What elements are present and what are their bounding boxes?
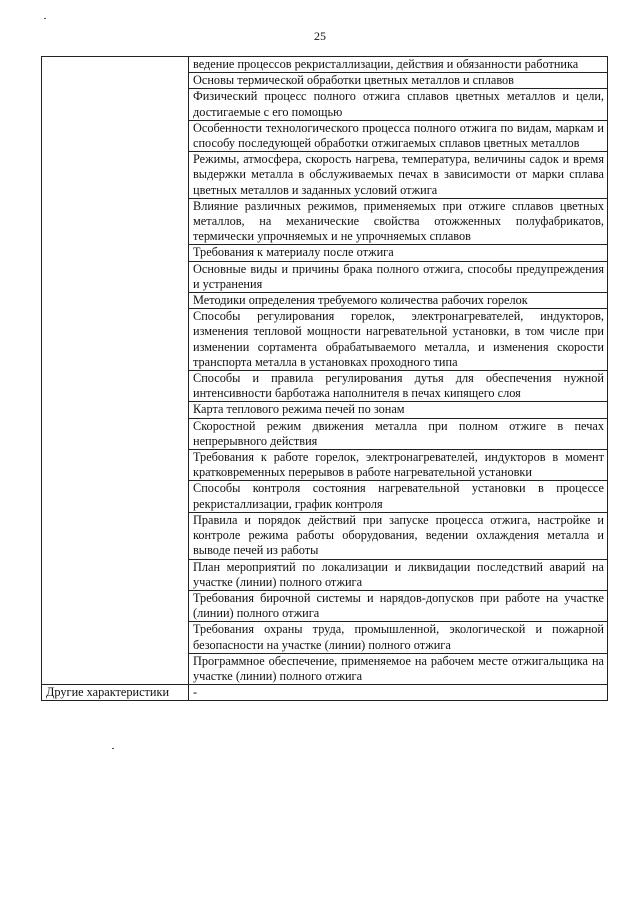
- table-cell: Требования бирочной системы и нарядов-допусков при работе на участке (линии) полного отжига: [189, 590, 608, 621]
- table-cell: Правила и порядок действий при запуске процесса отжига, настройке и контроле режима работы оборудования, ведении охлаждения металла и выводе печей из работы: [189, 512, 608, 559]
- table-cell: Скоростной режим движения металла при полном отжиге в печах непрерывного действия: [189, 418, 608, 449]
- other-characteristics-value: -: [189, 685, 608, 701]
- table-row-other: [42, 685, 608, 701]
- category-cell: [42, 57, 189, 685]
- table-cell: Физический процесс полного отжига сплавов цветных металлов и цели, достигаемые с его помощью: [189, 89, 608, 120]
- page-number: 25: [314, 29, 326, 43]
- table-cell: Режимы, атмосфера, скорость нагрева, температура, величины садок и время выдержки металла в обслуживаемых печах в зависимости от марки сплава цветных металлов и заданных условий отжига: [189, 152, 608, 199]
- table-cell: Особенности технологического процесса полного отжига по видам, маркам и способу последующей обработки отжигаемых сплавов цветных металлов: [189, 120, 608, 151]
- table-cell: План мероприятий по локализации и ликвидации последствий аварий на участке (линии) полного отжига: [189, 559, 608, 590]
- table-cell: Методики определения требуемого количества рабочих горелок: [189, 293, 608, 309]
- table-cell: Программное обеспечение, применяемое на рабочем месте отжигальщика на участке (линии) полного отжига: [189, 653, 608, 684]
- table-cell: Способы и правила регулирования дутья для обеспечения нужной интенсивности барботажа наполнителя в печах кипящего слоя: [189, 371, 608, 402]
- table-row: [42, 57, 608, 73]
- table-cell: Способы регулирования горелок, электронагревателей, индукторов, изменения тепловой мощности нагревательной установки, в том числе при изменении сортамента обрабатываемого металла, и изменения скорости транспорта металла в установках проходного типа: [189, 309, 608, 371]
- table-cell: Основы термической обработки цветных металлов и сплавов: [189, 73, 608, 89]
- other-characteristics-label: Другие характеристики: [42, 685, 189, 701]
- scan-speck: [44, 18, 46, 19]
- table-cell: ведение процессов рекристаллизации, действия и обязанности работника: [189, 57, 608, 73]
- table-cell: Требования к работе горелок, электронагревателей, индукторов в момент кратковременных перерывов в работе нагревательной установки: [189, 450, 608, 481]
- table-cell: Требования к материалу после отжига: [189, 245, 608, 261]
- table-cell: Основные виды и причины брака полного отжига, способы предупреждения и устранения: [189, 261, 608, 292]
- scan-speck: [112, 748, 114, 749]
- table-cell: Влияние различных режимов, применяемых при отжиге сплавов цветных металлов, на механические свойства отожженных полуфабрикатов, термически упрочняемых и не упрочняемых сплавов: [189, 198, 608, 245]
- knowledge-table: [41, 56, 608, 701]
- table-cell: Требования охраны труда, промышленной, экологической и пожарной безопасности на участке (линии) полного отжига: [189, 622, 608, 653]
- table-cell: Способы контроля состояния нагревательной установки в процессе рекристаллизации, график контроля: [189, 481, 608, 512]
- table-cell: Карта теплового режима печей по зонам: [189, 402, 608, 418]
